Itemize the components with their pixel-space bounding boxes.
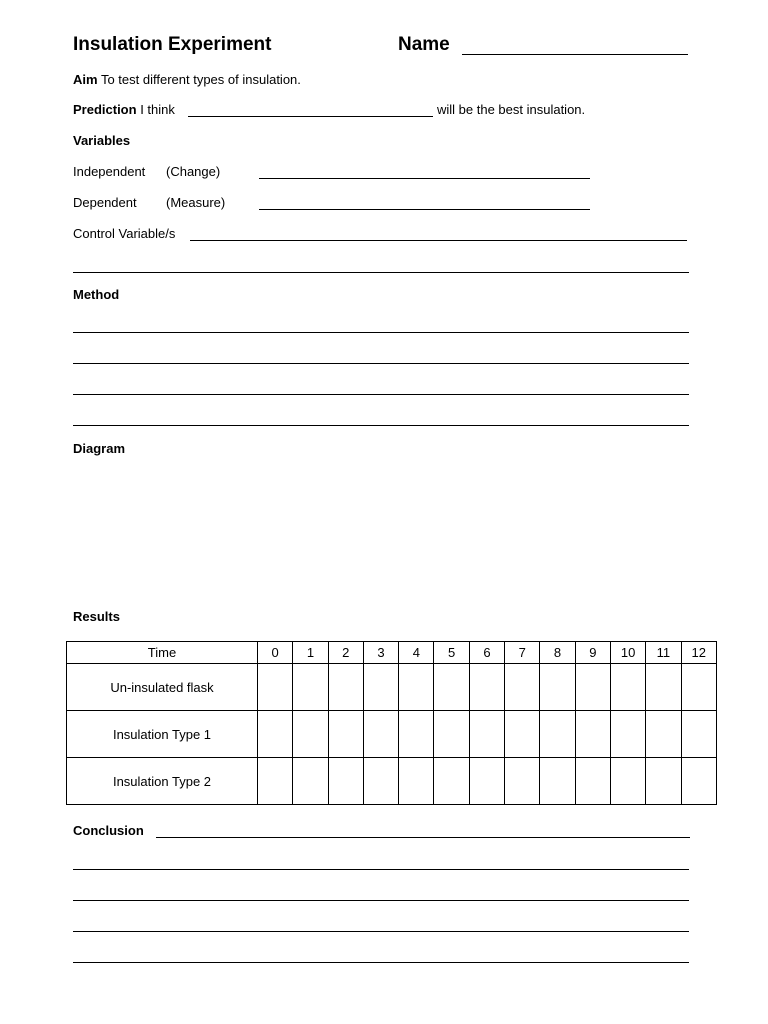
results-table	[66, 641, 717, 805]
method-line[interactable]	[73, 332, 689, 333]
data-cell[interactable]	[681, 758, 716, 805]
data-cell[interactable]	[610, 758, 645, 805]
prediction-suffix: will be the best insulation.	[437, 102, 586, 117]
diagram-area[interactable]	[73, 462, 689, 602]
aim-label: Aim	[73, 72, 98, 87]
independent-blank[interactable]	[259, 178, 590, 179]
data-cell[interactable]	[293, 664, 328, 711]
method-line[interactable]	[73, 425, 689, 426]
data-cell[interactable]	[293, 758, 328, 805]
data-cell[interactable]	[434, 758, 469, 805]
time-column-header: 1	[293, 642, 328, 664]
time-column-header: 7	[505, 642, 540, 664]
data-cell[interactable]	[540, 711, 575, 758]
data-cell[interactable]	[328, 758, 363, 805]
prediction-label: Prediction	[73, 102, 137, 117]
independent-hint: (Change)	[166, 164, 221, 179]
data-cell[interactable]	[363, 711, 398, 758]
table-row	[67, 711, 717, 758]
conclusion-blank[interactable]	[156, 837, 690, 838]
data-cell[interactable]	[328, 664, 363, 711]
conclusion-label: Conclusion	[73, 823, 144, 838]
data-cell[interactable]	[540, 758, 575, 805]
data-cell[interactable]	[258, 758, 293, 805]
dependent-hint: (Measure)	[166, 195, 226, 210]
time-column-header: 0	[258, 642, 293, 664]
method-heading: Method	[73, 287, 120, 302]
method-line[interactable]	[73, 394, 689, 395]
data-cell[interactable]	[399, 758, 434, 805]
table-row	[67, 758, 717, 805]
data-cell[interactable]	[363, 758, 398, 805]
dependent-blank[interactable]	[259, 209, 590, 210]
conclusion-line[interactable]	[73, 869, 689, 870]
data-cell[interactable]	[646, 711, 681, 758]
data-cell[interactable]	[646, 758, 681, 805]
row-label: Insulation Type 2	[67, 758, 258, 805]
time-column-header: 3	[363, 642, 398, 664]
results-heading: Results	[73, 609, 120, 624]
data-cell[interactable]	[575, 758, 610, 805]
row-label: Insulation Type 1	[67, 711, 258, 758]
time-column-header: 12	[681, 642, 716, 664]
time-column-header: 8	[540, 642, 575, 664]
data-cell[interactable]	[505, 664, 540, 711]
prediction-prefix: I think	[140, 102, 175, 117]
table-row	[67, 664, 717, 711]
conclusion-line[interactable]	[73, 931, 689, 932]
data-cell[interactable]	[610, 711, 645, 758]
data-cell[interactable]	[681, 711, 716, 758]
aim-text: To test different types of insulation.	[100, 72, 301, 87]
data-cell[interactable]	[399, 664, 434, 711]
diagram-heading: Diagram	[73, 441, 126, 456]
time-column-header: 10	[610, 642, 645, 664]
prediction-blank[interactable]	[188, 116, 433, 117]
time-column-header: 4	[399, 642, 434, 664]
variables-heading: Variables	[73, 133, 131, 148]
table-header-row	[67, 642, 717, 664]
time-column-header: 2	[328, 642, 363, 664]
conclusion-line[interactable]	[73, 900, 689, 901]
row-label: Un-insulated flask	[67, 664, 258, 711]
control-blank[interactable]	[190, 240, 687, 241]
data-cell[interactable]	[293, 711, 328, 758]
time-header: Time	[67, 642, 258, 664]
time-column-header: 9	[575, 642, 610, 664]
method-line[interactable]	[73, 363, 689, 364]
data-cell[interactable]	[505, 711, 540, 758]
data-cell[interactable]	[469, 664, 504, 711]
data-cell[interactable]	[328, 711, 363, 758]
data-cell[interactable]	[469, 758, 504, 805]
dependent-label: Dependent	[73, 195, 137, 210]
data-cell[interactable]	[434, 711, 469, 758]
independent-label: Independent	[73, 164, 146, 179]
prediction-label-group	[73, 102, 175, 118]
data-cell[interactable]	[258, 711, 293, 758]
name-field[interactable]	[462, 54, 688, 55]
data-cell[interactable]	[646, 664, 681, 711]
data-cell[interactable]	[363, 664, 398, 711]
data-cell[interactable]	[258, 664, 293, 711]
data-cell[interactable]	[540, 664, 575, 711]
control-blank-line[interactable]	[73, 272, 689, 273]
time-column-header: 11	[646, 642, 681, 664]
worksheet-title: Insulation Experiment	[73, 34, 272, 55]
data-cell[interactable]	[610, 664, 645, 711]
data-cell[interactable]	[399, 711, 434, 758]
conclusion-line[interactable]	[73, 962, 689, 963]
data-cell[interactable]	[505, 758, 540, 805]
data-cell[interactable]	[575, 711, 610, 758]
time-column-header: 5	[434, 642, 469, 664]
data-cell[interactable]	[575, 664, 610, 711]
data-cell[interactable]	[681, 664, 716, 711]
aim-row	[73, 72, 301, 88]
control-label: Control Variable/s	[73, 226, 176, 241]
data-cell[interactable]	[434, 664, 469, 711]
data-cell[interactable]	[469, 711, 504, 758]
name-label: Name	[398, 34, 450, 55]
time-column-header: 6	[469, 642, 504, 664]
